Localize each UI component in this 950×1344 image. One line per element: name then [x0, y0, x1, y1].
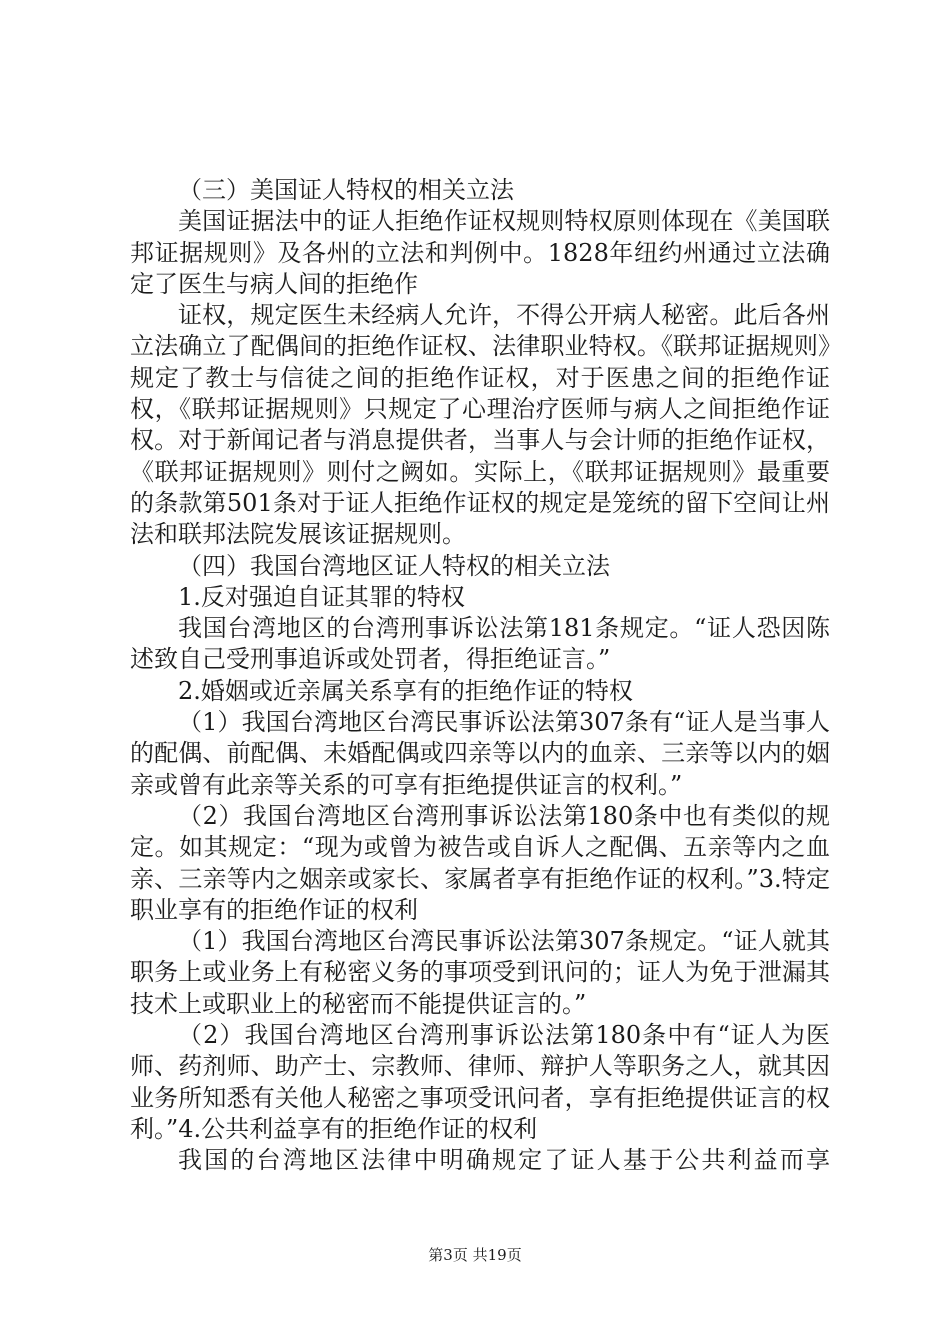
paragraph: （1）我国台湾地区台湾民事诉讼法第307条有“证人是当事人的配偶、前配偶、未婚配偶或四亲等以内的血亲、三亲等以内的姻亲或曾有此亲等关系的可享有拒绝提供证言的权利。”: [130, 708, 830, 799]
paragraph: 美国证据法中的证人拒绝作证权规则特权原则体现在《美国联邦证据规则》及各州的立法和判例中。1828年纽约州通过立法确定了医生与病人间的拒绝作: [130, 207, 830, 298]
paragraph: （1）我国台湾地区台湾民事诉讼法第307条规定。“证人就其职务上或业务上有秘密义务的事项受到讯问的；证人为免于泄漏其技术上或职业上的秘密而不能提供证言的。”: [130, 927, 830, 1018]
paragraph: （2）我国台湾地区台湾刑事诉讼法第180条中也有类似的规定。如其规定：“现为或曾为被告或自诉人之配偶、五亲等内之血亲、三亲等内之姻亲或家长、家属者享有拒绝作证的权利。”3.特定职业享有的拒绝作证的权利: [130, 801, 830, 924]
paragraph: 证权，规定医生未经病人允许，不得公开病人秘密。此后各州立法确立了配偶间的拒绝作证权、法律职业特权。《联邦证据规则》规定了教士与信徒之间的拒绝作证权，对于医患之间的拒绝作证权，《联邦证据规则》只规定了心理治疗医师与病人之间拒绝作证权。对于新闻记者与消息提供者，当事人与会计师的拒绝作证权，《联邦证据规则》则付之阙如。实际上，《联邦证据规则》最重要的条款第501条对于证人拒绝作证权的规定是笼统的留下空间让州法和联邦法院发展该证据规则。: [130, 301, 830, 549]
paragraph: 我国台湾地区的台湾刑事诉讼法第181条规定。“证人恐因陈述致自己受刑事追诉或处罚者，得拒绝证言。”: [130, 614, 830, 674]
document-body: [130, 175, 830, 1177]
subheading: 1.反对强迫自证其罪的特权: [178, 582, 465, 611]
page-footer: 第3页 共19页: [428, 1246, 522, 1264]
paragraph: 我国的台湾地区法律中明确规定了证人基于公共利益而享: [178, 1146, 830, 1175]
section-heading-4: （四）我国台湾地区证人特权的相关立法: [178, 551, 610, 580]
section-heading-3: （三）美国证人特权的相关立法: [178, 176, 514, 204]
paragraph: （2）我国台湾地区台湾刑事诉讼法第180条中有“证人为医师、药剂师、助产士、宗教师、律师、辩护人等职务之人，就其因业务所知悉有关他人秘密之事项受讯问者，享有拒绝提供证言的权利。”4.公共利益享有的拒绝作证的权利: [130, 1021, 830, 1143]
subheading: 2.婚姻或近亲属关系享有的拒绝作证的特权: [178, 676, 633, 705]
